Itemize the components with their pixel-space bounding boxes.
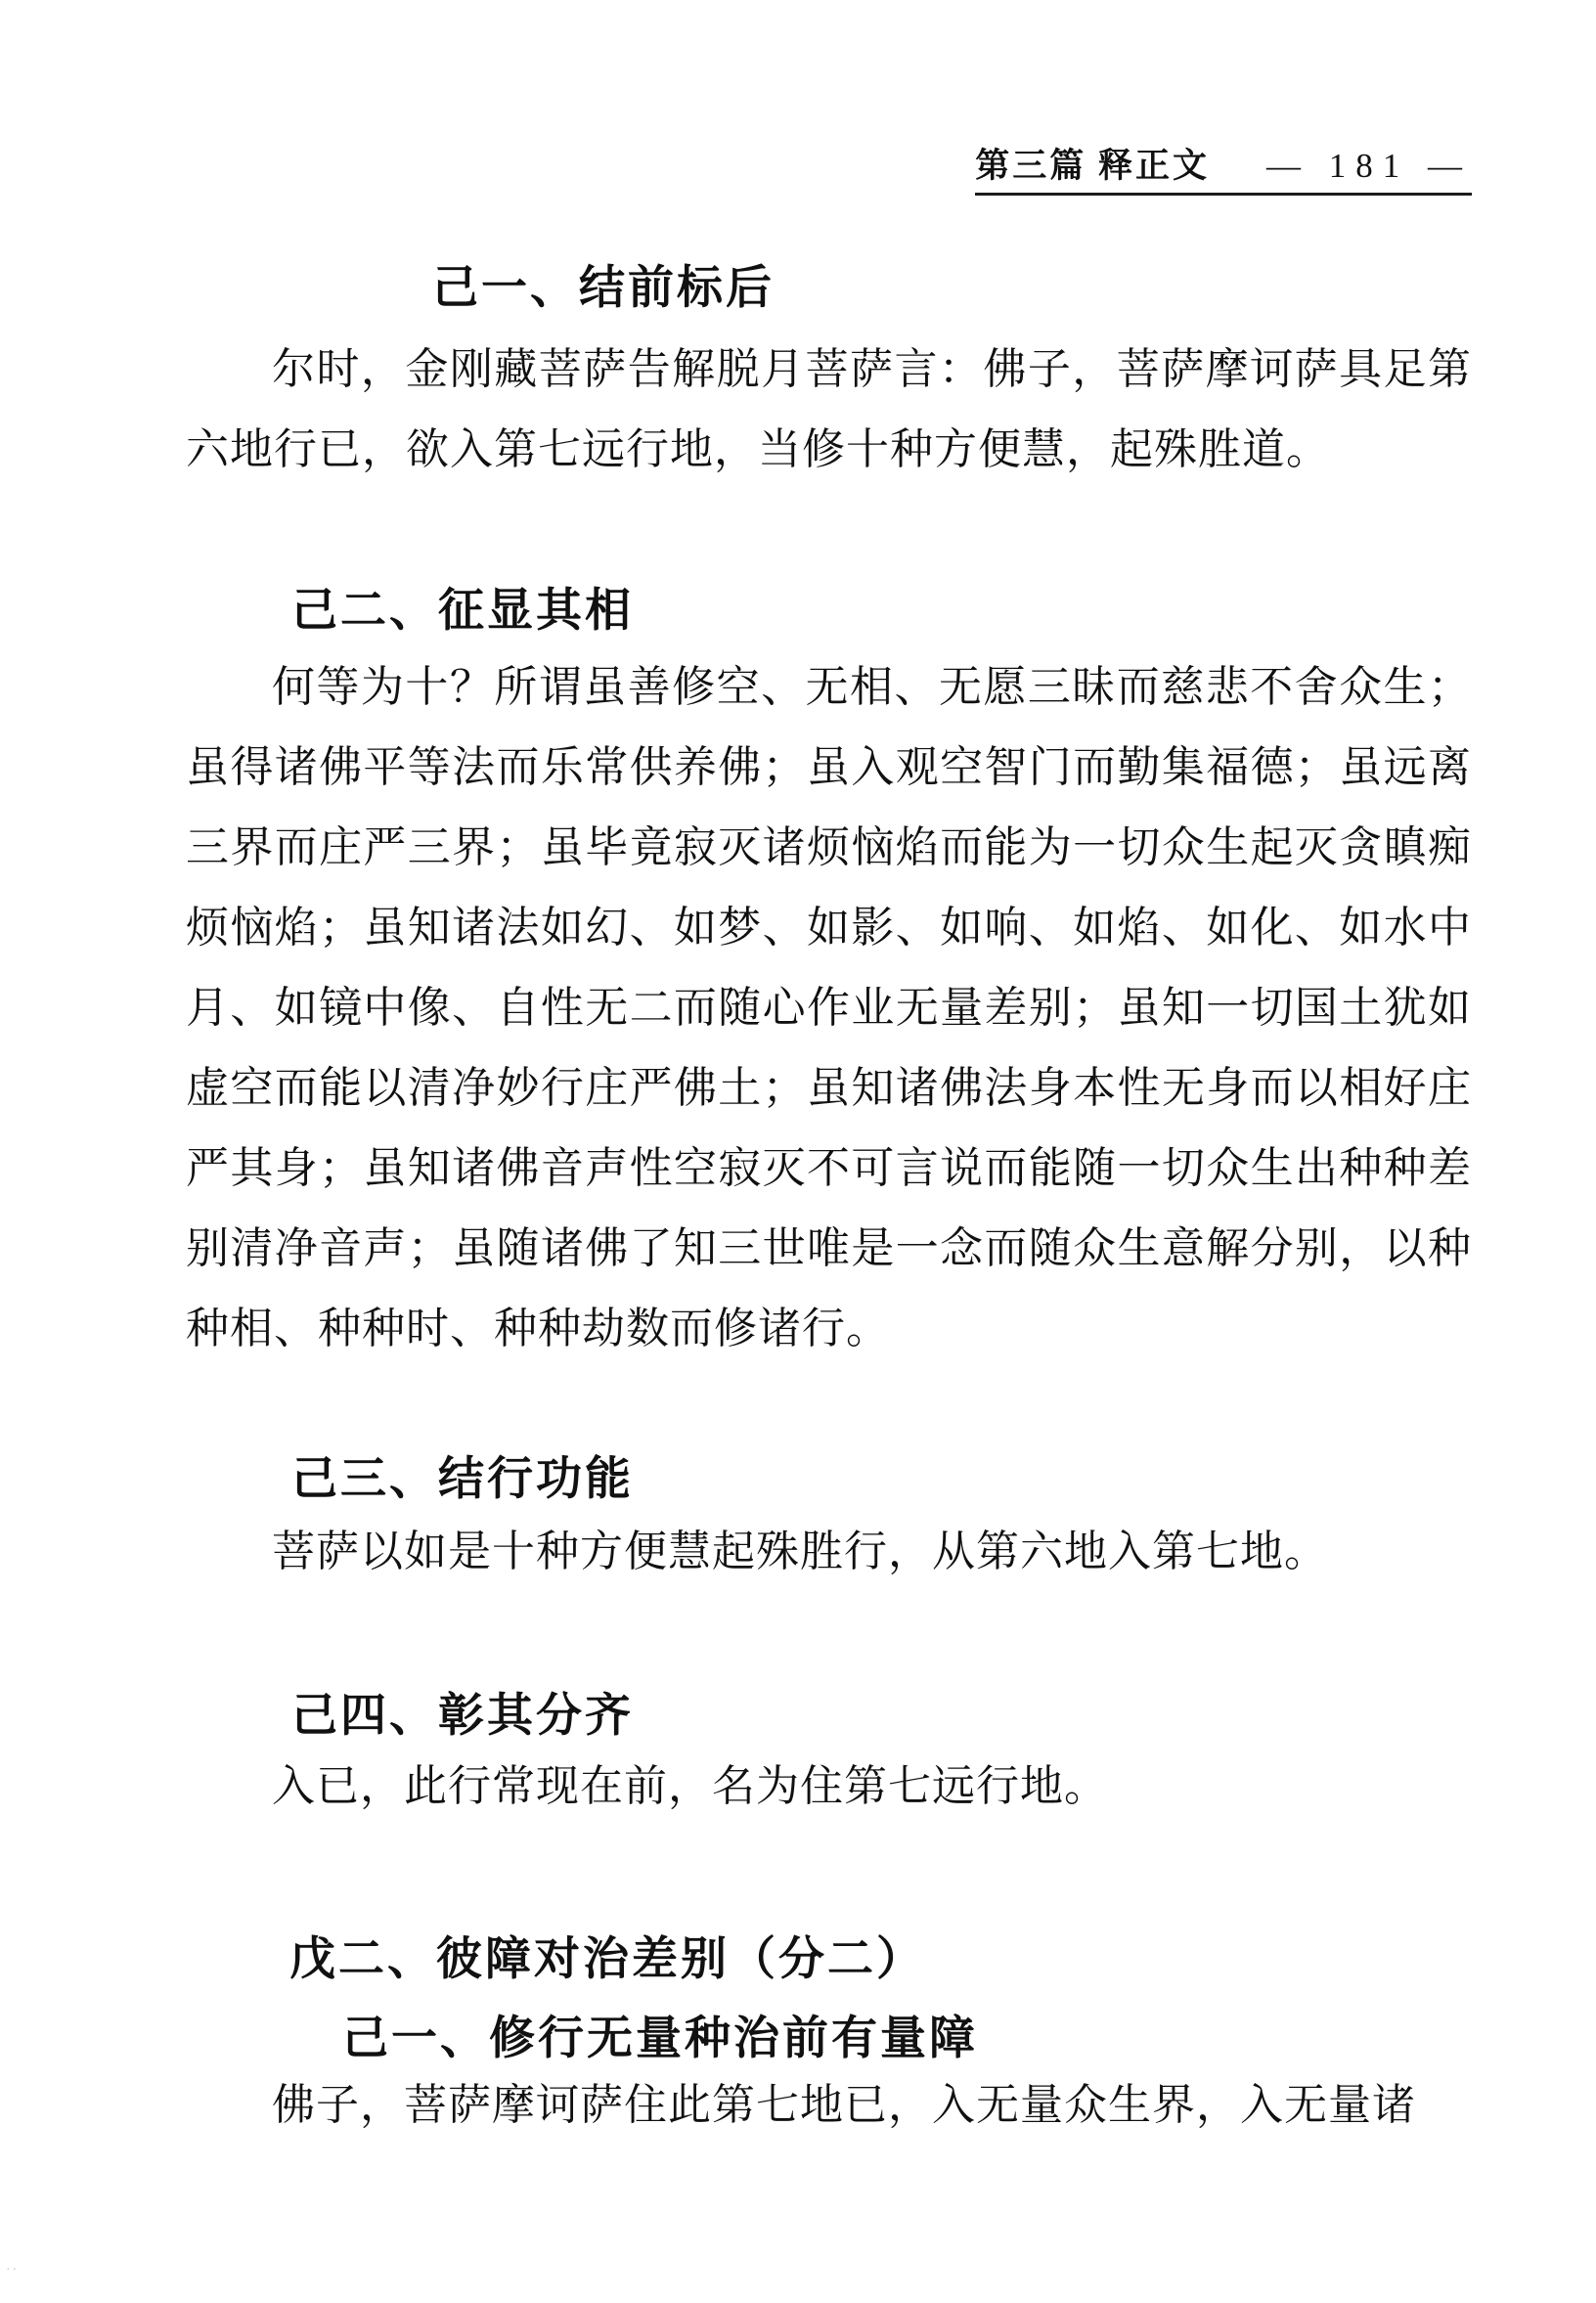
page-number-label: — 181 —: [1266, 147, 1472, 185]
section-heading-ji1-jieqianbiaohou: 己一、结前标后: [432, 261, 775, 313]
sutra-paragraph-5: 佛子，菩萨摩诃萨住此第七地已，入无量众生界，入无量诸: [272, 2081, 1416, 2129]
sutra-paragraph-3: 菩萨以如是十种方便慧起殊胜行，从第六地入第七地。: [272, 1528, 1328, 1575]
section-heading-ji3-jiexinggongneng: 己三、结行功能: [291, 1452, 634, 1504]
page-content: [0, 145, 1596, 2146]
sutra-paragraph-4: 入已，此行常现在前，名为住第七远行地。: [272, 1762, 1108, 1810]
running-header-rule: [975, 145, 1472, 196]
sutra-paragraph-1: 尔时，金刚藏菩萨告解脱月菩萨言：佛子，菩萨摩诃萨具足第六地行已，欲入第七远行地，当修十种方便慧，起殊胜道。: [186, 345, 1472, 473]
section-heading-ji4-zhangqifenqi: 己四、彰其分齐: [291, 1689, 634, 1741]
section-heading-ji1-xiuxingwuliangzhong: 己一、修行无量种治前有量障: [342, 2012, 978, 2063]
section-heading-ji2-zhengxianqixiang: 己二、征显其相: [291, 584, 634, 636]
scan-artifact: ··: [6, 2260, 20, 2276]
section-heading-wu2-bizhangduizhichabie: 戊二、彼障对治差别（分二）: [289, 1932, 925, 1984]
running-header: [186, 145, 1472, 196]
sutra-paragraph-2: 何等为十？所谓虽善修空、无相、无愿三昧而慈悲不舍众生；虽得诸佛平等法而乐常供养佛；虽入观空智门而勤集福德；虽远离三界而庄严三界；虽毕竟寂灭诸烦恼焰而能为一切众生起灭贪瞋痴烦恼焰；虽知诸法如幻、如梦、如影、如响、如焰、如化、如水中月、如镜中像、自性无二而随心作业无量差别；虽知一切国土犹如虚空而能以清净妙行庄严佛土；虽知诸佛法身本性无身而以相好庄严其身；虽知诸佛音声性空寂灭不可言说而能随一切众生出种种差别清净音声；虽随诸佛了知三世唯是一念而随众生意解分别，以种种相、种种时、种种劫数而修诸行。: [186, 663, 1472, 1352]
running-header-section-title: 第三篇 释正文: [975, 147, 1210, 185]
